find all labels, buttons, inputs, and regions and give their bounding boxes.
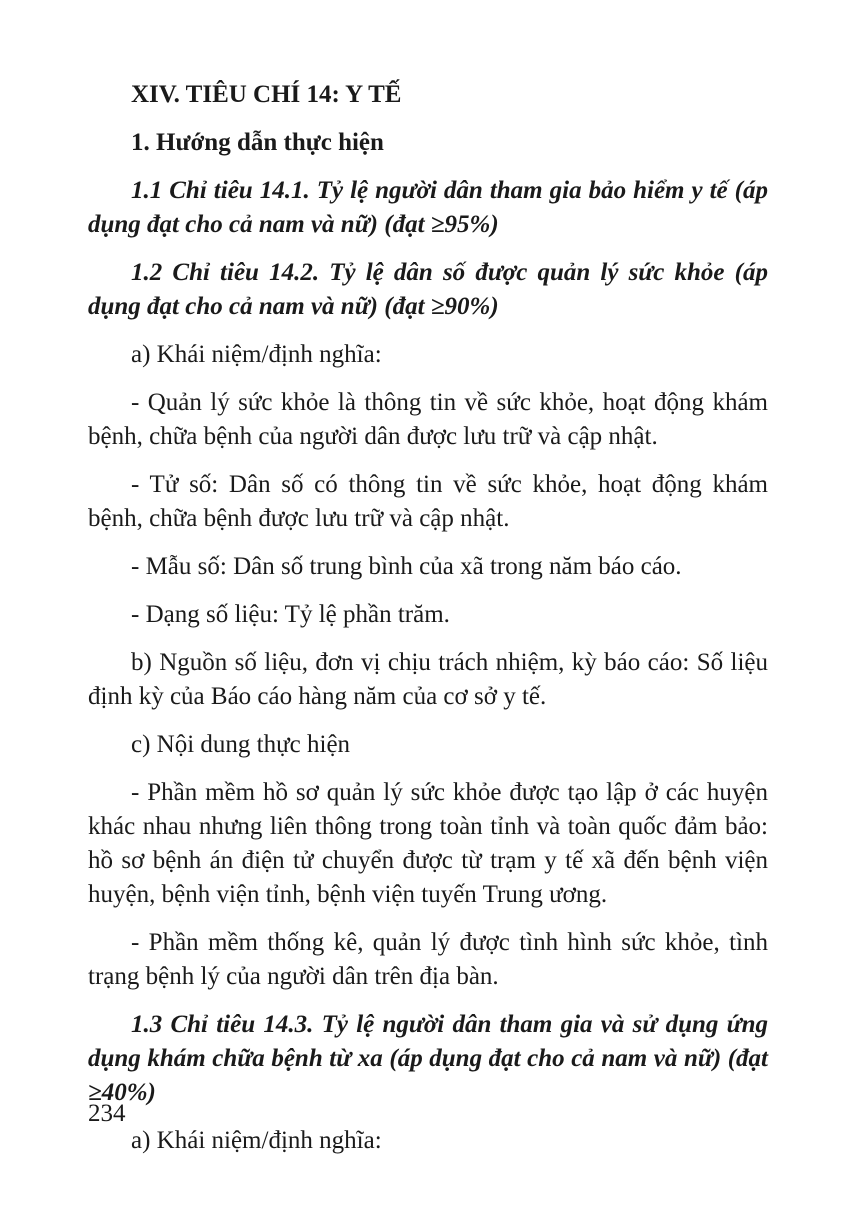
document-body	[88, 78, 768, 1158]
content-item-1: - Phần mềm hồ sơ quản lý sức khỏe được tạo lập ở các huyện khác nhau nhưng liên thông trong toàn tỉnh và toàn quốc đảm bảo: hồ sơ bệnh án điện tử chuyển được từ trạm y tế xã đến bệnh viện huyện, bệnh viện tỉnh, bệnh viện tuyến Trung ương.	[88, 779, 768, 908]
definition-label-2: a) Khái niệm/định nghĩa:	[131, 1127, 382, 1154]
definition-text: - Quản lý sức khỏe là thông tin về sức khỏe, hoạt động khám bệnh, chữa bệnh của người dân được lưu trữ và cập nhật.	[88, 389, 768, 450]
data-type-text: - Dạng số liệu: Tỷ lệ phần trăm.	[131, 601, 450, 628]
section-title: XIV. TIÊU CHÍ 14: Y TẾ	[131, 81, 402, 108]
indicator-14-1: 1.1 Chỉ tiêu 14.1. Tỷ lệ người dân tham gia bảo hiểm y tế (áp dụng đạt cho cả nam và nữ) (đạt ≥95%)	[88, 177, 768, 238]
content-item-2: - Phần mềm thống kê, quản lý được tình hình sức khỏe, tình trạng bệnh lý của người dân trên địa bàn.	[88, 929, 768, 990]
indicator-14-2: 1.2 Chỉ tiêu 14.2. Tỷ lệ dân số được quản lý sức khỏe (áp dụng đạt cho cả nam và nữ) (đạt ≥90%)	[88, 259, 768, 320]
numerator-text: - Tử số: Dân số có thông tin về sức khỏe, hoạt động khám bệnh, chữa bệnh được lưu trữ và cập nhật.	[88, 471, 768, 532]
denominator-text: - Mẫu số: Dân số trung bình của xã trong năm báo cáo.	[131, 553, 682, 580]
data-source-text: b) Nguồn số liệu, đơn vị chịu trách nhiệm, kỳ báo cáo: Số liệu định kỳ của Báo cáo hàng năm của cơ sở y tế.	[88, 649, 768, 710]
content-label: c) Nội dung thực hiện	[131, 731, 351, 758]
page-number: 234	[88, 1100, 126, 1127]
definition-label: a) Khái niệm/định nghĩa:	[131, 341, 382, 368]
subsection-title: 1. Hướng dẫn thực hiện	[131, 129, 384, 156]
indicator-14-3: 1.3 Chỉ tiêu 14.3. Tỷ lệ người dân tham gia và sử dụng ứng dụng khám chữa bệnh từ xa (áp dụng đạt cho cả nam và nữ) (đạt ≥40%)	[88, 1011, 768, 1106]
